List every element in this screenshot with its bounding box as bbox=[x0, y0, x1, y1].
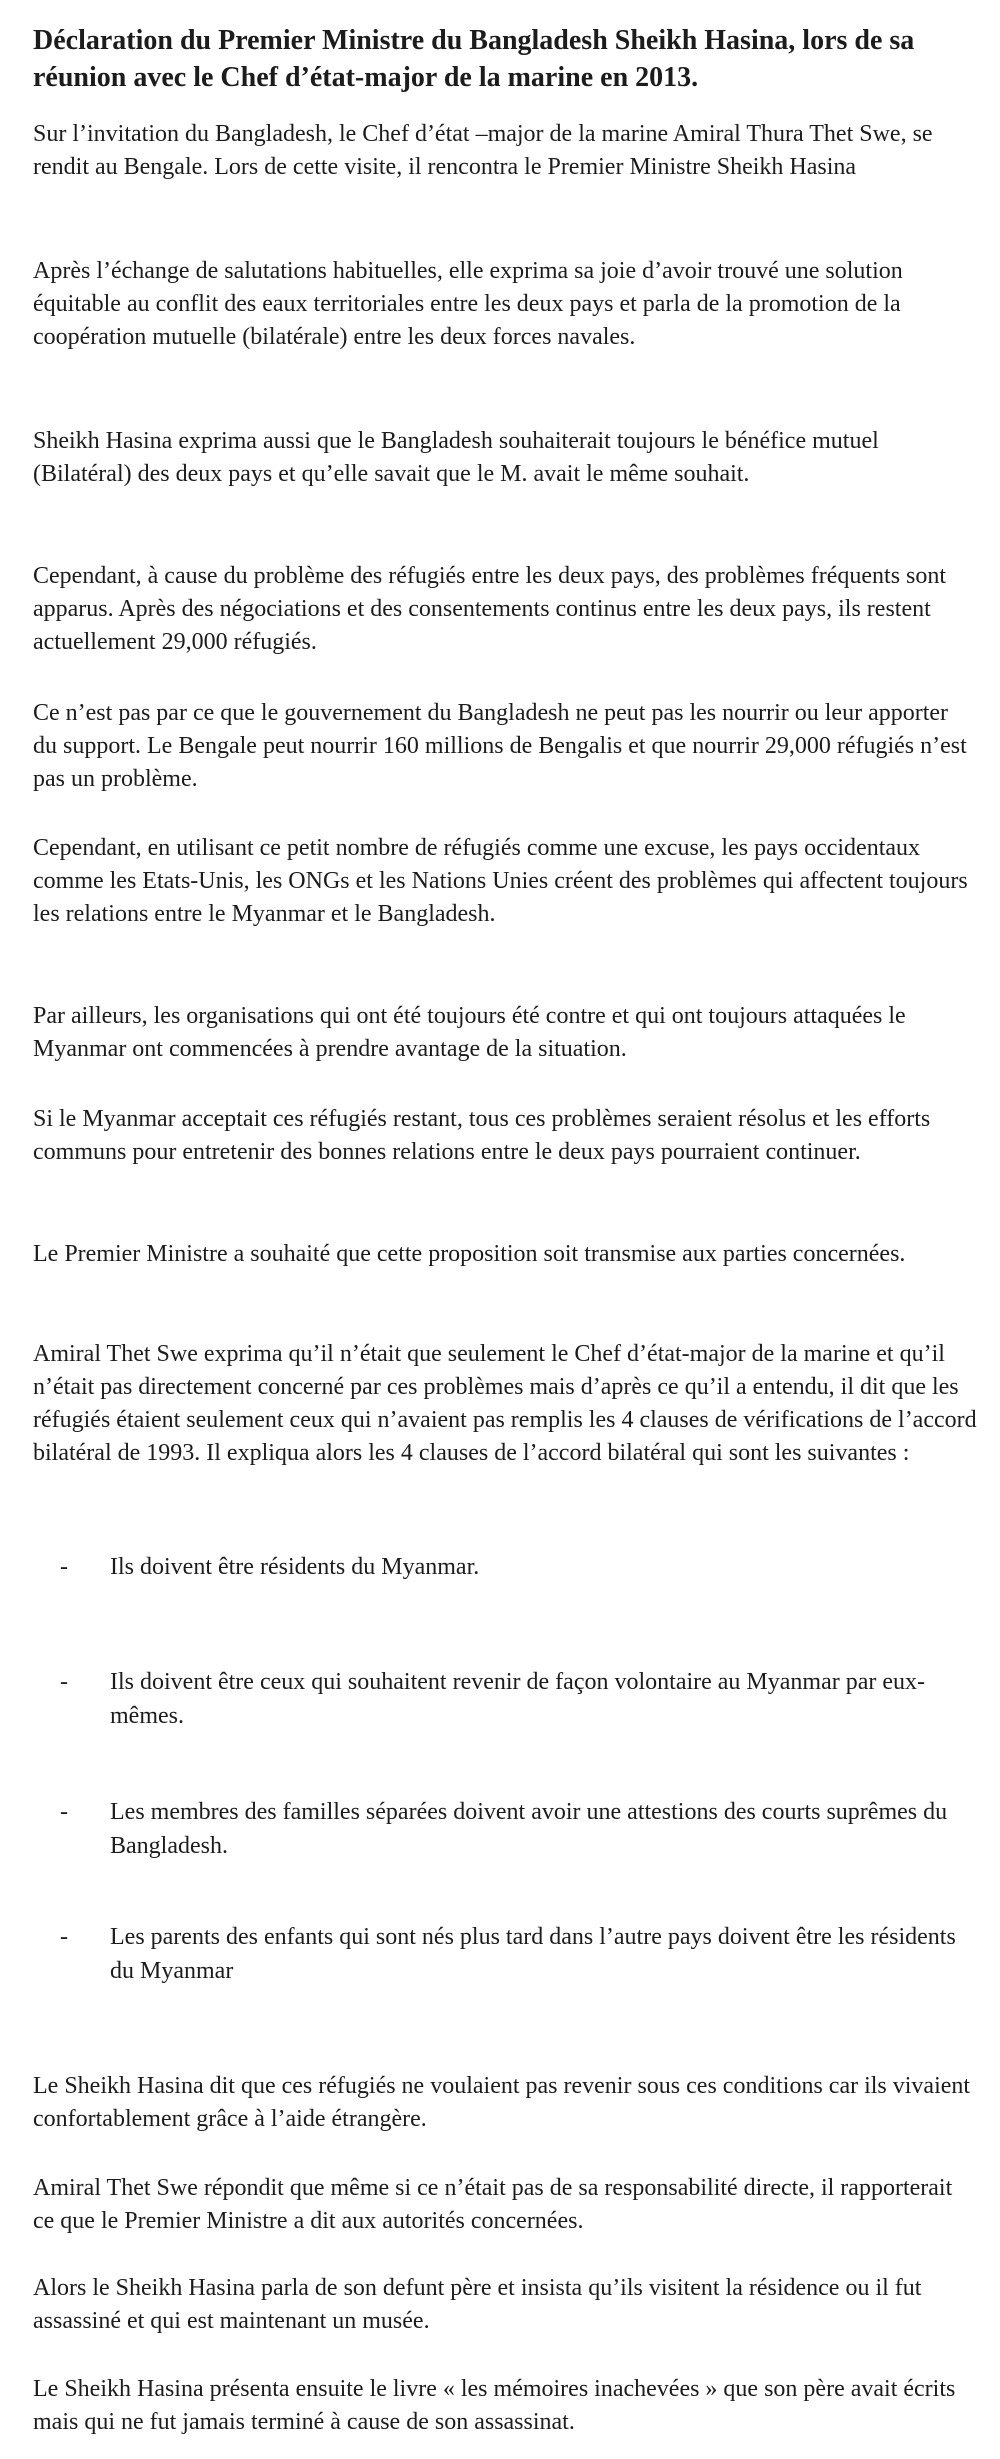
paragraph-acceptance: Si le Myanmar acceptait ces réfugiés restant, tous ces problèmes seraient résolus et les efforts communs pour entretenir des bonnes relations entre le deux pays pourraient continuer. bbox=[33, 1106, 931, 1165]
document-title: Déclaration du Premier Ministre du Bangladesh Sheikh Hasina, lors de sa réunion avec le Chef d’état-major de la marine en 2013. bbox=[33, 25, 915, 93]
list-item-text: Les membres des familles séparées doivent avoir une attestions des courts suprêmes du Bangladesh. bbox=[110, 1799, 948, 1859]
paragraph-admiral-response: Amiral Thet Swe exprima qu’il n’était que seulement le Chef d’état-major de la marine et qu’il n’était pas directement concerné par ces problèmes mais d’après ce qu’il a entendu, il dit que les réfugiés étaient seulement ceux qui n’avaient pas remplis les 4 clauses de vérifications de l’accord bilatéral de 1993. Il expliqua alors les 4 clauses de l’accord bilatéral qui sont les suivantes : bbox=[33, 1341, 977, 1466]
bullet-marker: - bbox=[60, 1799, 68, 1825]
paragraph-support: Ce n’est pas par ce que le gouvernement du Bangladesh ne peut pas les nourrir ou leur apporter du support. Le Bengale peut nourrir 160 millions de Bengalis et que nourrir 29,000 réfugiés n’est pas un problème. bbox=[33, 700, 967, 792]
paragraph-father: Alors le Sheikh Hasina parla de son defunt père et insista qu’ils visitent la résidence ou il fut assassiné et qui est maintenant un musée. bbox=[33, 2275, 922, 2334]
paragraph-proposal: Le Premier Ministre a souhaité que cette proposition soit transmise aux parties concernées. bbox=[33, 1241, 906, 1267]
paragraph-conditions: Le Sheikh Hasina dit que ces réfugiés ne voulaient pas revenir sous ces conditions car ils vivaient confortablement grâce à l’aide étrangère. bbox=[33, 2073, 971, 2132]
paragraph-invitation: Sur l’invitation du Bangladesh, le Chef d’état –major de la marine Amiral Thura Thet Swe, se rendit au Bengale. Lors de cette visite, il rencontra le Premier Ministre Sheikh Hasina bbox=[33, 121, 933, 180]
list-item-text: Les parents des enfants qui sont nés plus tard dans l’autre pays doivent être les résidents du Myanmar bbox=[110, 1924, 956, 1984]
list-item-text: Ils doivent être résidents du Myanmar. bbox=[110, 1554, 480, 1580]
paragraph-refugee-problem: Cependant, à cause du problème des réfugiés entre les deux pays, des problèmes fréquents sont apparus. Après des négociations et des consentements continus entre les deux pays, ils restent actuellement 29,000 réfugiés. bbox=[33, 563, 947, 655]
paragraph-western-countries: Cependant, en utilisant ce petit nombre de réfugiés comme une excuse, les pays occidentaux comme les Etats-Unis, les ONGs et les Nations Unies créent des problèmes qui affectent toujours les relations entre le Myanmar et le Bangladesh. bbox=[33, 835, 968, 927]
paragraph-report: Amiral Thet Swe répondit que même si ce n’était pas de sa responsabilité directe, il rapporterait ce que le Premier Ministre a dit aux autorités concernées. bbox=[33, 2175, 953, 2234]
bullet-marker: - bbox=[60, 1924, 68, 1950]
bullet-marker: - bbox=[60, 1554, 68, 1580]
paragraph-memoirs: Le Sheikh Hasina présenta ensuite le livre « les mémoires inachevées » que son père avait écrits mais qui ne fut jamais terminé à cause de son assassinat. bbox=[33, 2376, 956, 2435]
bullet-marker: - bbox=[60, 1669, 68, 1695]
paragraph-mutual-benefit: Sheikh Hasina exprima aussi que le Bangladesh souhaiterait toujours le bénéfice mutuel (Bilatéral) des deux pays et qu’elle savait que le M. avait le même souhait. bbox=[33, 428, 879, 487]
paragraph-organisations: Par ailleurs, les organisations qui ont été toujours été contre et qui ont toujours attaquées le Myanmar ont commencées à prendre avantage de la situation. bbox=[33, 1003, 906, 1062]
list-item-text: Ils doivent être ceux qui souhaitent revenir de façon volontaire au Myanmar par eux-mêmes. bbox=[110, 1669, 926, 1729]
paragraph-greetings: Après l’échange de salutations habituelles, elle exprima sa joie d’avoir trouvé une solution équitable au conflit des eaux territoriales entre les deux pays et parla de la promotion de la coopération mutuelle (bilatérale) entre les deux forces navales. bbox=[33, 258, 903, 350]
